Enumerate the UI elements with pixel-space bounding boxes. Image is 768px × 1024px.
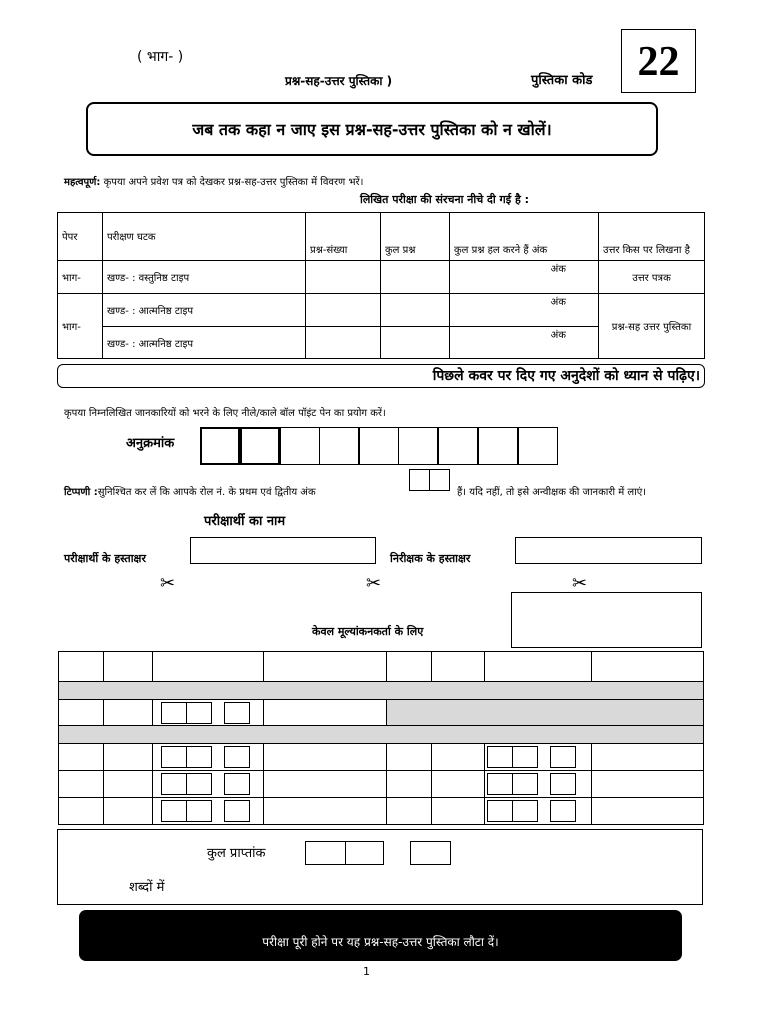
- grid-cell: [264, 700, 387, 726]
- do-not-open-banner: [86, 102, 658, 156]
- score-box[interactable]: [161, 773, 187, 795]
- score-box[interactable]: [487, 746, 513, 768]
- first-digit-box[interactable]: [409, 469, 430, 491]
- grid-cell: [104, 652, 153, 682]
- row3-qnum: [306, 327, 381, 359]
- grid-cell: [592, 771, 704, 798]
- evaluator-label: केवल मूल्यांकनकर्ता के लिए: [312, 625, 424, 638]
- row2-marks: अंक: [450, 294, 599, 327]
- part-a-cell: भाग-: [58, 261, 103, 294]
- roll-digit-3[interactable]: [280, 427, 320, 465]
- do-not-open-text: जब तक कहा न जाए इस प्रश्न-सह-उत्तर पुस्तिका को न खोलें।: [192, 120, 552, 139]
- grid-cell: [432, 652, 485, 682]
- instructions-banner: [57, 364, 705, 388]
- grid-cell: [387, 744, 432, 771]
- row1-answer-on: उत्तर पत्रक: [599, 261, 705, 294]
- grid-cell: [104, 744, 153, 771]
- score-box[interactable]: [512, 746, 538, 768]
- score-box[interactable]: [186, 773, 212, 795]
- grid-cell: [104, 798, 153, 825]
- invigilator-signature-label: निरीक्षक के हस्ताक्षर: [390, 552, 471, 565]
- page-number: 1: [363, 965, 370, 978]
- note-label: टिप्पणी :: [64, 487, 98, 498]
- grid-cell: [264, 771, 387, 798]
- evaluation-grid: [58, 651, 704, 825]
- score-boxes: [153, 798, 264, 825]
- score-box[interactable]: [186, 800, 212, 822]
- total-digit-1[interactable]: [305, 841, 346, 865]
- score-box[interactable]: [161, 800, 187, 822]
- score-box[interactable]: [224, 746, 250, 768]
- roll-number-label: अनुक्रमांक: [126, 436, 175, 451]
- section-subjective-2: खण्ड- : आत्मनिष्ठ टाइप: [103, 327, 306, 359]
- grid-cell: [432, 798, 485, 825]
- roll-digit-1[interactable]: [200, 427, 240, 465]
- header-answer-on: उत्तर किस पर लिखना है: [599, 213, 705, 261]
- scissors-icon: ✂: [572, 573, 588, 594]
- row1-marks: अंक: [450, 261, 599, 294]
- exam-structure-table: [57, 212, 705, 359]
- grid-shaded-cell: [387, 700, 704, 726]
- roll-digit-8[interactable]: [478, 427, 518, 465]
- score-box[interactable]: [512, 773, 538, 795]
- grid-cell: [264, 652, 387, 682]
- score-box[interactable]: [186, 746, 212, 768]
- score-box[interactable]: [512, 800, 538, 822]
- row3-marks: अंक: [450, 327, 599, 359]
- score-box[interactable]: [550, 773, 576, 795]
- score-box[interactable]: [487, 773, 513, 795]
- score-box[interactable]: [487, 800, 513, 822]
- grid-cell: [59, 652, 104, 682]
- grid-cell: [387, 798, 432, 825]
- header-component: परीक्षण घटक: [103, 213, 306, 261]
- part-label: ( भाग- ): [137, 49, 184, 65]
- grid-cell: [104, 700, 153, 726]
- scissors-icon: ✂: [160, 573, 176, 594]
- evaluator-box[interactable]: [511, 592, 702, 648]
- row3-total: [381, 327, 450, 359]
- total-digit-3[interactable]: [410, 841, 451, 865]
- section-subjective-1: खण्ड- : आत्मनिष्ठ टाइप: [103, 294, 306, 327]
- invigilator-signature-field[interactable]: [515, 537, 702, 564]
- grid-cell: [104, 771, 153, 798]
- second-digit-box[interactable]: [429, 469, 450, 491]
- grid-shaded-row: [59, 682, 704, 700]
- score-box[interactable]: [550, 800, 576, 822]
- important-note: [64, 174, 363, 188]
- candidate-signature-label: परीक्षार्थी के हस्ताक्षर: [64, 552, 146, 565]
- score-box[interactable]: [550, 746, 576, 768]
- grid-cell: [485, 652, 592, 682]
- grid-cell: [592, 798, 704, 825]
- header-attempt-marks: कुल प्रश्न हल करने हैं अंक: [450, 213, 599, 261]
- pen-note: कृपया निम्नलिखित जानकारियों को भरने के लिए नीले/काले बॉल पॉइंट पेन का प्रयोग करें।: [64, 408, 386, 419]
- booklet-title: प्रश्न-सह-उत्तर पुस्तिका ): [285, 74, 393, 88]
- score-box[interactable]: [161, 702, 187, 724]
- score-boxes: [485, 771, 592, 798]
- grid-cell: [387, 771, 432, 798]
- grid-cell: [592, 652, 704, 682]
- score-boxes: [153, 744, 264, 771]
- grid-cell: [153, 652, 264, 682]
- part-b-cell: भाग-: [58, 294, 103, 359]
- section-objective: खण्ड- : वस्तुनिष्ठ टाइप: [103, 261, 306, 294]
- score-box[interactable]: [224, 800, 250, 822]
- structure-heading: लिखित परीक्षा की संरचना नीचे दी गई है :: [360, 193, 530, 206]
- row1-total: [381, 261, 450, 294]
- grid-cell: [592, 744, 704, 771]
- score-boxes: [153, 700, 264, 726]
- header-paper: पेपर: [58, 213, 103, 261]
- score-box[interactable]: [186, 702, 212, 724]
- roll-digit-7[interactable]: [438, 427, 478, 465]
- score-box[interactable]: [224, 773, 250, 795]
- grid-cell: [59, 771, 104, 798]
- header-total-questions: कुल प्रश्न: [381, 213, 450, 261]
- booklet-code: 22: [637, 39, 680, 85]
- note-text-before: सुनिश्चित कर लें कि आपके रोल नं. के प्रथम एवं द्वितीय अंक: [97, 487, 316, 498]
- total-digit-2[interactable]: [345, 841, 384, 865]
- score-boxes: [153, 771, 264, 798]
- row1-qnum: [306, 261, 381, 294]
- in-words-label: शब्दों में: [129, 880, 165, 895]
- scissors-icon: ✂: [366, 573, 382, 594]
- note-text-after: हैं। यदि नहीं, तो इसे अन्वीक्षक की जानकारी में लाएं।: [457, 487, 647, 498]
- total-marks-label: कुल प्राप्तांक: [207, 846, 266, 861]
- grid-cell: [59, 798, 104, 825]
- return-booklet-banner: [79, 910, 682, 961]
- return-booklet-text: परीक्षा पूरी होने पर यह प्रश्न-सह-उत्तर पुस्तिका लौटा दें।: [262, 935, 499, 949]
- roll-digit-9[interactable]: [518, 427, 558, 465]
- grid-cell: [387, 652, 432, 682]
- header-question-number: प्रश्न-संख्या: [306, 213, 381, 261]
- score-boxes: [485, 744, 592, 771]
- important-text: कृपया अपने प्रवेश पत्र को देखकर प्रश्न-सह-उत्तर पुस्तिका में विवरण भरें।: [103, 177, 364, 188]
- important-label: महत्वपूर्ण:: [64, 177, 101, 188]
- grid-cell: [432, 771, 485, 798]
- row2-qnum: [306, 294, 381, 327]
- roll-digit-6[interactable]: [398, 427, 438, 465]
- row2-answer-on: प्रश्न-सह उत्तर पुस्तिका: [599, 294, 705, 359]
- grid-cell: [264, 798, 387, 825]
- roll-digit-4[interactable]: [319, 427, 359, 465]
- roll-digit-5[interactable]: [359, 427, 399, 465]
- row2-total: [381, 294, 450, 327]
- roll-digit-2[interactable]: [240, 427, 280, 465]
- grid-cell: [59, 700, 104, 726]
- grid-cell: [264, 744, 387, 771]
- booklet-code-label: पुस्तिका कोड: [531, 73, 593, 88]
- grid-cell: [432, 744, 485, 771]
- candidate-name-label: परीक्षार्थी का नाम: [204, 514, 286, 529]
- roll-note: [64, 484, 316, 498]
- grid-cell: [59, 744, 104, 771]
- candidate-signature-field[interactable]: [190, 537, 376, 564]
- instructions-text: पिछले कवर पर दिए गए अनुदेशों को ध्यान से पढ़िए।: [432, 368, 700, 384]
- booklet-code-box: [621, 29, 696, 93]
- score-box[interactable]: [224, 702, 250, 724]
- score-boxes: [485, 798, 592, 825]
- grid-shaded-row: [59, 726, 704, 744]
- score-box[interactable]: [161, 746, 187, 768]
